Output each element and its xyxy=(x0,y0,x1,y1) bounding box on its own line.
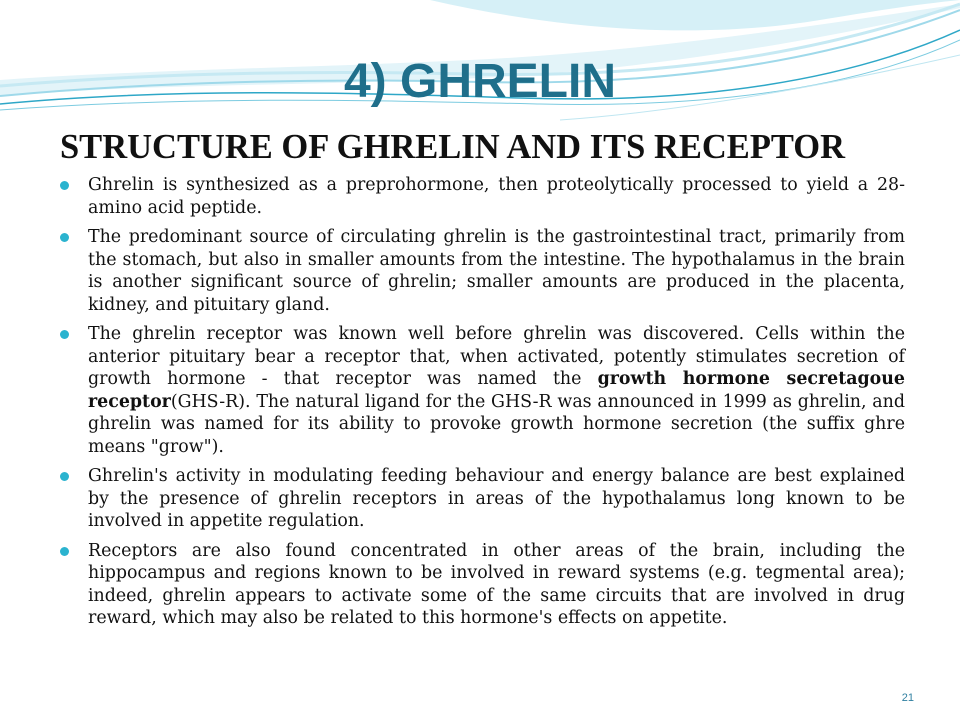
bullet-dot-icon xyxy=(60,233,69,242)
bullet-dot-icon xyxy=(60,472,69,481)
bullet-text-after: (GHS-R). The natural ligand for the GHS-R was announced in 1999 as ghrelin, and ghrelin was named for its ability to provoke growth hormone secretion (the suffix ghre means "grow"). xyxy=(88,391,905,457)
bullet-item xyxy=(60,323,905,458)
bullet-text: The predominant source of circulating ghrelin is the gastrointestinal tract, primarily from the stomach, but also in smaller amounts from the intestine. The hypothalamus in the brain is another significant source of ghrelin; smaller amounts are produced in the placenta, kidney, and pituitary gland. xyxy=(88,227,905,315)
bullet-text-before: The ghrelin receptor was known well before ghrelin was discovered. Cells within the anterior pituitary bear a receptor that, when activated, potently stimulates secretion of growth hormone - that receptor was named the xyxy=(88,324,905,389)
bullet-dot-icon xyxy=(60,547,69,556)
slide-number: 21 xyxy=(901,692,914,704)
bullet-dot-icon xyxy=(60,330,69,339)
bullet-text: Ghrelin is synthesized as a preprohormone, then proteolytically processed to yield a 28-amino acid peptide. xyxy=(88,175,905,218)
bullet-item xyxy=(60,226,905,316)
bullet-item xyxy=(60,465,905,533)
bullet-item xyxy=(60,174,905,219)
slide-title: 4) GHRELIN xyxy=(343,55,616,108)
bullet-dot-icon xyxy=(60,181,69,190)
bullet-text-bold-term: growth hormone secretagoue receptor xyxy=(88,369,905,412)
bullet-item xyxy=(60,540,905,630)
bullet-list xyxy=(60,174,905,637)
bullet-text: Ghrelin's activity in modulating feeding behaviour and energy balance are best explained by the presence of ghrelin receptors in areas of the hypothalamus long known to be involved in appetite regulation. xyxy=(88,466,905,531)
section-heading: STRUCTURE OF GHRELIN AND ITS RECEPTOR xyxy=(60,128,846,166)
bullet-text: Receptors are also found concentrated in other areas of the brain, including the hippocampus and regions known to be involved in reward systems (e.g. tegmental area); indeed, ghrelin appears to activate some of the same circuits that are involved in drug reward, which may also be related to this hormone's effects on appetite. xyxy=(88,540,905,628)
